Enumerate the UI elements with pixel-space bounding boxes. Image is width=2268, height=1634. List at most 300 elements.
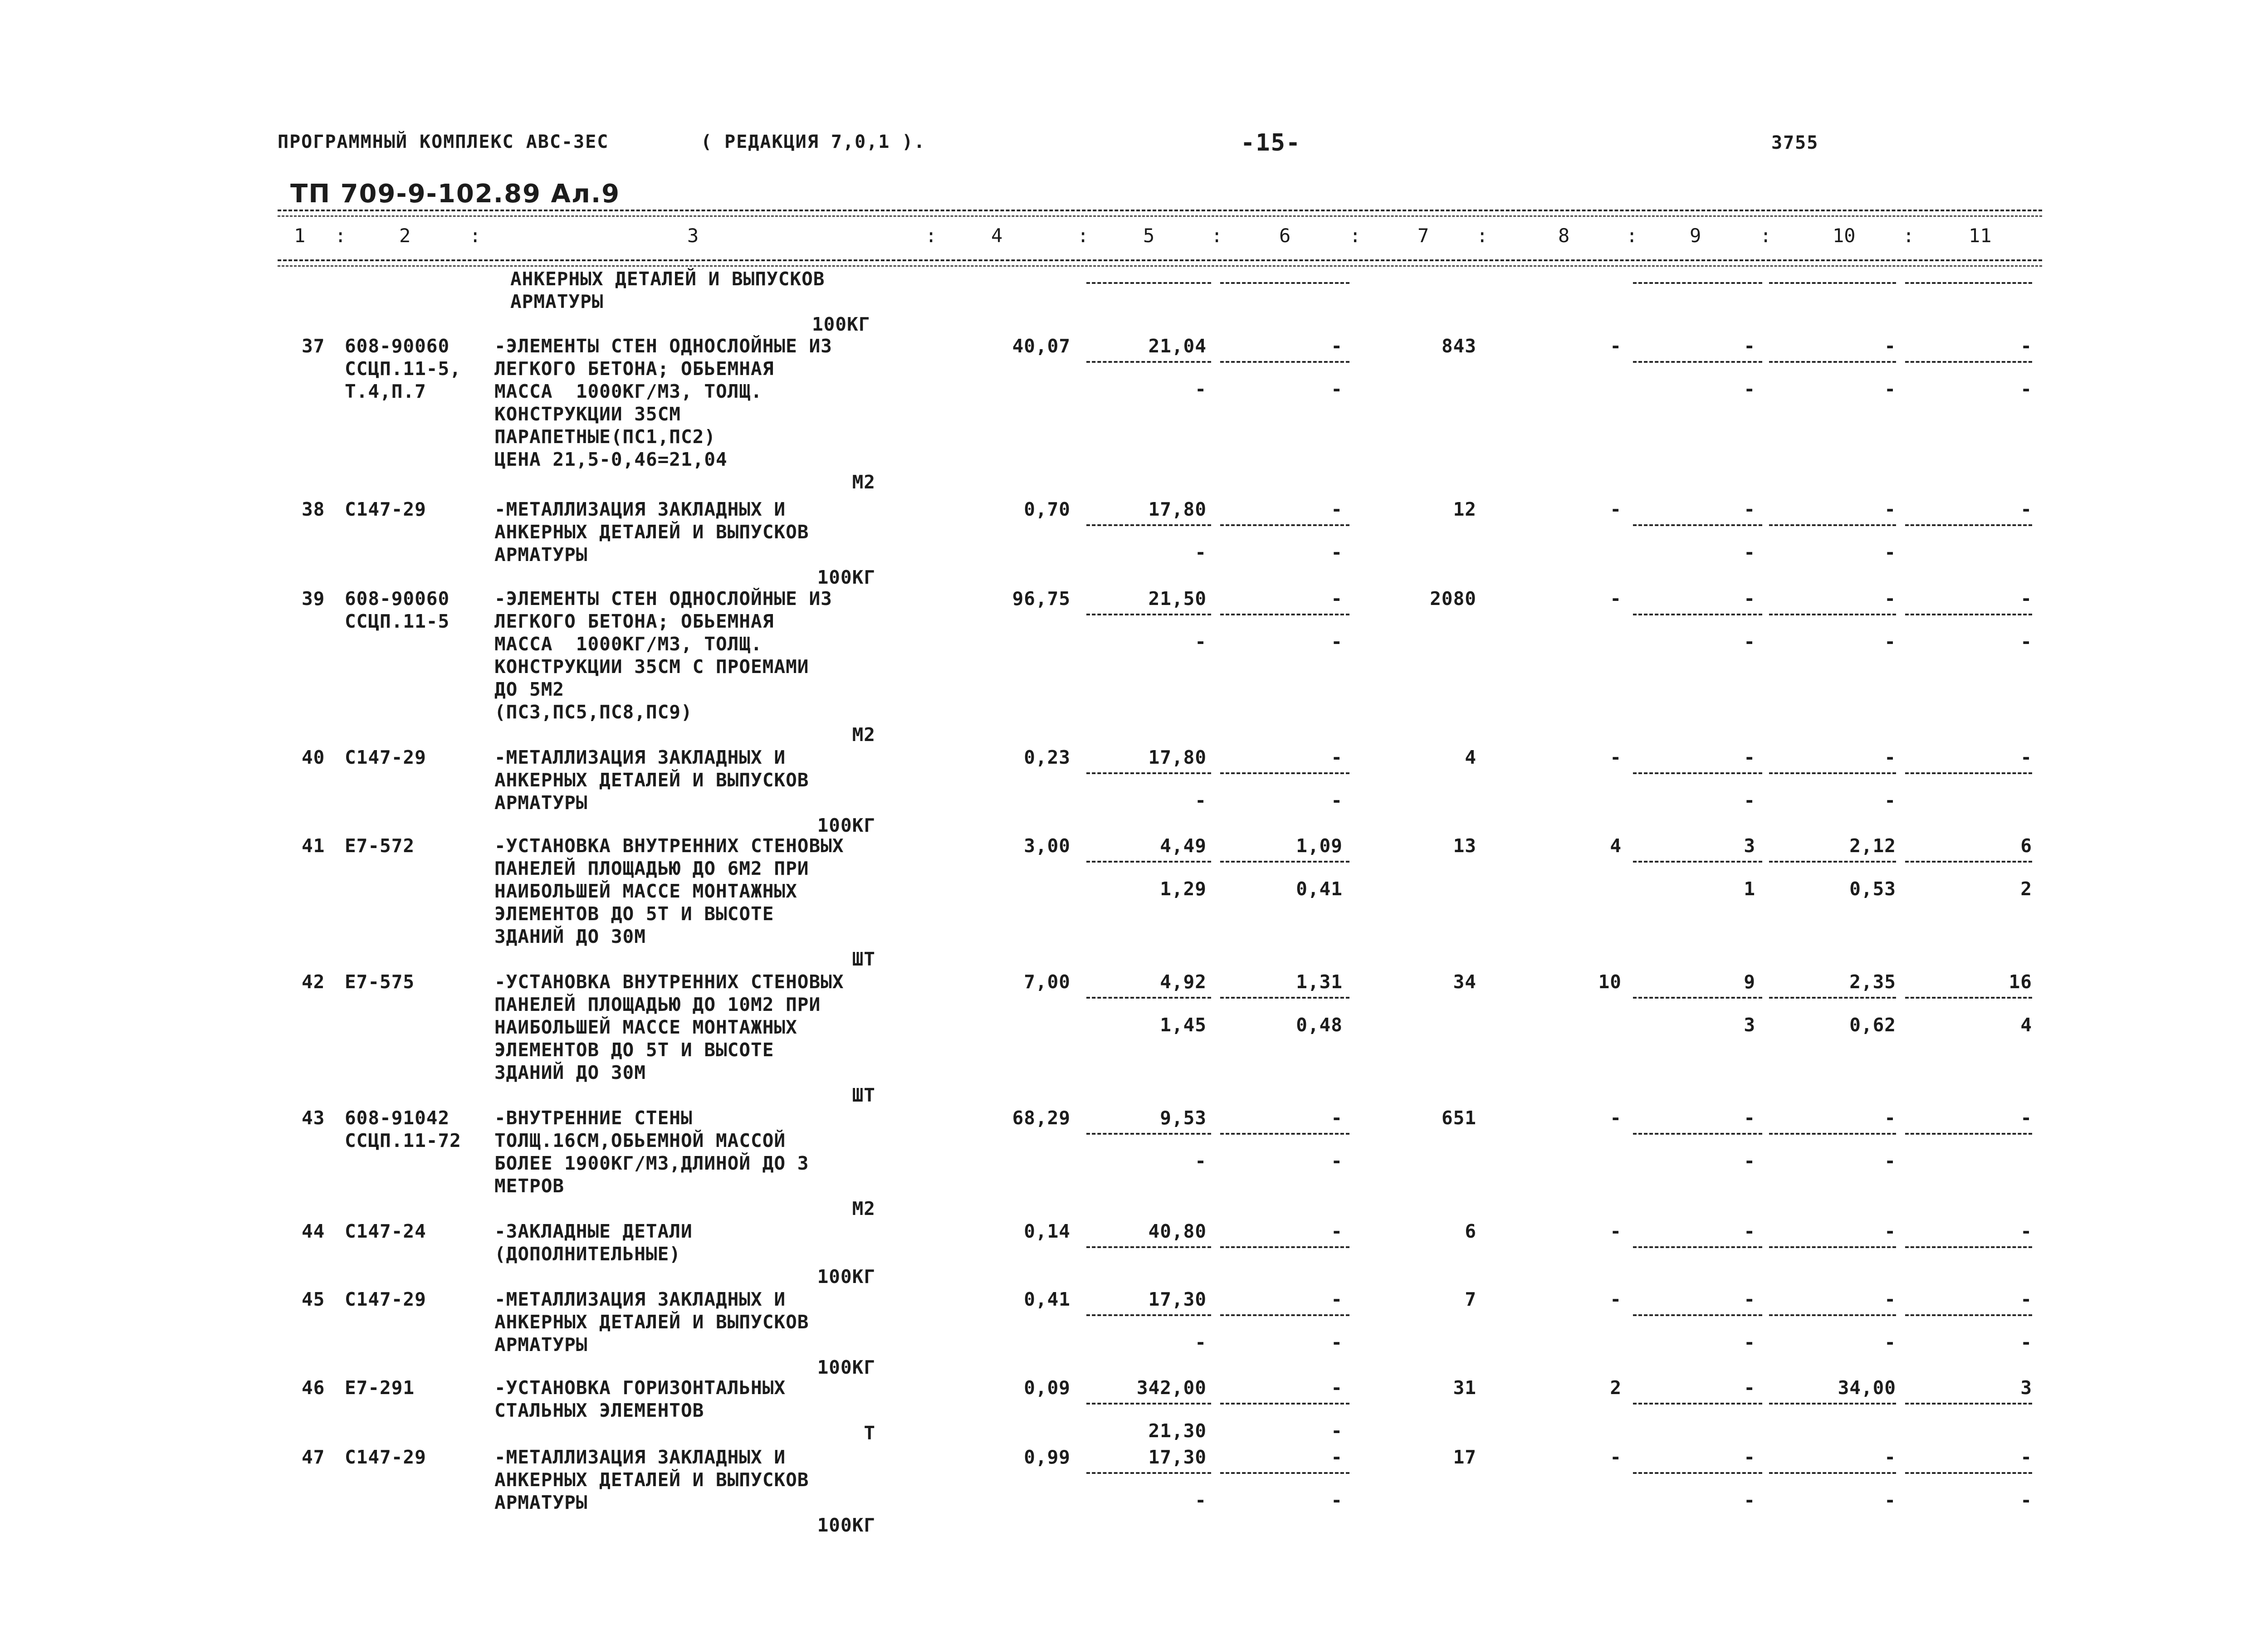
- cell-c9: -: [1744, 1288, 1755, 1310]
- row-description: ПАНЕЛЕЙ ПЛОЩАДЬЮ ДО 10М2 ПРИ: [494, 994, 821, 1015]
- continued-unit: 100КГ: [812, 313, 870, 335]
- cell-c6b: -: [1331, 790, 1343, 811]
- cell-c6: -: [1331, 498, 1343, 520]
- cell-divider-rule: [1086, 997, 1211, 999]
- edition-label: ( РЕДАКЦИЯ 7,0,1 ).: [701, 132, 926, 152]
- cell-c10: -: [1884, 498, 1896, 520]
- row-description: АРМАТУРЫ: [494, 1492, 588, 1513]
- cell-divider-rule: [1633, 361, 1762, 363]
- cell-c5: 4,49: [1160, 835, 1207, 857]
- cell-c9: -: [1744, 1107, 1755, 1129]
- cell-divider-rule: [1086, 1314, 1211, 1316]
- cell-c9b: -: [1744, 1150, 1755, 1172]
- row-code: 608-90060: [345, 335, 450, 357]
- cell-c6: 1,09: [1296, 835, 1343, 857]
- cell-divider-rule: [1633, 1472, 1762, 1474]
- col-sep: :: [1476, 224, 1488, 247]
- cell-divider-rule: [1905, 1246, 2032, 1248]
- handwritten-reference: ТП 709-9-102.89 Ал.9: [290, 179, 621, 209]
- row-description: -ЗАКЛАДНЫЕ ДЕТАЛИ: [494, 1220, 693, 1242]
- cell-divider-rule: [1220, 1133, 1349, 1135]
- row-code: ССЦП.11-72: [345, 1130, 461, 1151]
- cell-divider-rule: [1769, 524, 1896, 526]
- row-description: ЛЕГКОГО БЕТОНА; ОБЬЕМНАЯ: [494, 610, 774, 632]
- row-number: 44: [302, 1220, 325, 1242]
- row-unit: М2: [852, 471, 875, 493]
- header-bottom-rule: [278, 259, 2042, 261]
- cell-divider-rule: [1633, 1246, 1762, 1248]
- cell-c11: -: [2020, 588, 2032, 610]
- cell-c9: -: [1744, 1446, 1755, 1468]
- cell-divider-rule: [1633, 861, 1762, 863]
- cell-c6: -: [1331, 1220, 1343, 1242]
- row-unit: 100КГ: [817, 1514, 875, 1536]
- row-unit: 100КГ: [817, 815, 875, 836]
- row-description: АНКЕРНЫХ ДЕТАЛЕЙ И ВЫПУСКОВ: [494, 769, 809, 791]
- cell-c4: 0,14: [1024, 1220, 1070, 1242]
- cell-c11: -: [2020, 1288, 2032, 1310]
- continued-line: АНКЕРНЫХ ДЕТАЛЕЙ И ВЫПУСКОВ: [510, 268, 825, 290]
- row-description: -ЭЛЕМЕНТЫ СТЕН ОДНОСЛОЙНЫЕ ИЗ: [494, 588, 832, 610]
- row-description: -МЕТАЛЛИЗАЦИЯ ЗАКЛАДНЫХ И: [494, 746, 786, 768]
- cell-c7: 13: [1453, 835, 1476, 857]
- cell-c5: 9,53: [1160, 1107, 1207, 1129]
- cell-c9: -: [1744, 1377, 1755, 1399]
- cell-c10b: 0,53: [1849, 878, 1896, 900]
- row-code: Е7-291: [345, 1377, 415, 1399]
- cell-c11b: 2: [2020, 878, 2032, 900]
- cell-divider-rule: [1220, 861, 1349, 863]
- cell-c9b: -: [1744, 631, 1755, 653]
- cell-c10: 2,35: [1849, 971, 1896, 993]
- cell-c10: 34,00: [1838, 1377, 1896, 1399]
- row-description: КОНСТРУКЦИИ 35СМ: [494, 403, 681, 425]
- row-description: МАССА 1000КГ/М3, ТОЛЩ.: [494, 633, 763, 655]
- cell-c7: 6: [1465, 1220, 1476, 1242]
- cell-c8: -: [1610, 1446, 1622, 1468]
- cell-divider-rule: [1086, 1133, 1211, 1135]
- cell-c9: -: [1744, 1220, 1755, 1242]
- cell-c10b: 0,62: [1849, 1014, 1896, 1036]
- cell-c5: 4,92: [1160, 971, 1207, 993]
- cell-c8: 2: [1610, 1377, 1622, 1399]
- cell-c11: -: [2020, 498, 2032, 520]
- cell-c10: -: [1884, 1220, 1896, 1242]
- cell-divider-rule: [1769, 1403, 1896, 1405]
- col-sep: :: [469, 224, 481, 247]
- cell-divider-rule: [1633, 997, 1762, 999]
- cell-c6: -: [1331, 1446, 1343, 1468]
- cell-c7: 17: [1453, 1446, 1476, 1468]
- row-number: 47: [302, 1446, 325, 1468]
- cell-c5b: -: [1195, 541, 1207, 563]
- col-8-header: 8: [1558, 224, 1570, 247]
- cell-divider-rule: [1905, 1403, 2032, 1405]
- row-description: АРМАТУРЫ: [494, 544, 588, 566]
- cell-c11: 16: [2009, 971, 2032, 993]
- cell-c8: 4: [1610, 835, 1622, 857]
- cell-divider-rule: [1905, 997, 2032, 999]
- cell-divider-rule: [1633, 614, 1762, 615]
- cell-c5: 342,00: [1136, 1377, 1207, 1399]
- row-description: МЕТРОВ: [494, 1175, 565, 1197]
- cell-c9b: 1: [1744, 878, 1755, 900]
- col-3-header: 3: [687, 224, 699, 247]
- cell-c10b: -: [1884, 1489, 1896, 1511]
- row-unit: Т: [864, 1422, 875, 1444]
- cell-c4: 0,99: [1024, 1446, 1070, 1468]
- cell-c4: 96,75: [1012, 588, 1070, 610]
- row-number: 42: [302, 971, 325, 993]
- col-7-header: 7: [1418, 224, 1429, 247]
- cell-c6: -: [1331, 1377, 1343, 1399]
- cell-c9b: -: [1744, 378, 1755, 400]
- row-unit: 100КГ: [817, 566, 875, 588]
- header-top-rule: [278, 210, 2042, 211]
- header-bottom-rule-2: [278, 265, 2042, 267]
- row-number: 46: [302, 1377, 325, 1399]
- cell-c9: -: [1744, 588, 1755, 610]
- continued-line: АРМАТУРЫ: [510, 291, 604, 312]
- cell-divider-rule: [1769, 614, 1896, 615]
- cell-c6b: 0,41: [1296, 878, 1343, 900]
- cell-divider-rule: [1905, 282, 2032, 284]
- cell-c5b: -: [1195, 1332, 1207, 1353]
- row-description: НАИБОЛЬШЕЙ МАССЕ МОНТАЖНЫХ: [494, 1016, 797, 1038]
- cell-divider-rule: [1769, 282, 1896, 284]
- cell-c7: 7: [1465, 1288, 1476, 1310]
- cell-c6: -: [1331, 335, 1343, 357]
- cell-c5: 40,80: [1148, 1220, 1207, 1242]
- cell-c9b: -: [1744, 790, 1755, 811]
- row-number: 43: [302, 1107, 325, 1129]
- cell-c7: 12: [1453, 498, 1476, 520]
- row-number: 40: [302, 746, 325, 768]
- cell-c6b: -: [1331, 1489, 1343, 1511]
- col-4-header: 4: [991, 224, 1003, 247]
- cell-c5b: 21,30: [1148, 1420, 1207, 1442]
- row-description: -МЕТАЛЛИЗАЦИЯ ЗАКЛАДНЫХ И: [494, 1288, 786, 1310]
- row-code: Е7-575: [345, 971, 415, 993]
- cell-divider-rule: [1633, 1403, 1762, 1405]
- cell-divider-rule: [1905, 524, 2032, 526]
- row-code: 608-90060: [345, 588, 450, 610]
- cell-divider-rule: [1086, 524, 1211, 526]
- cell-c6: 1,31: [1296, 971, 1343, 993]
- cell-c11b: -: [2020, 1332, 2032, 1353]
- cell-c10: -: [1884, 588, 1896, 610]
- cell-divider-rule: [1220, 614, 1349, 615]
- cell-divider-rule: [1905, 361, 2032, 363]
- row-description: ДО 5М2: [494, 678, 565, 700]
- cell-c5: 17,30: [1148, 1288, 1207, 1310]
- row-description: МАССА 1000КГ/М3, ТОЛЩ.: [494, 380, 763, 402]
- row-code: С147-29: [345, 498, 426, 520]
- cell-c11b: -: [2020, 378, 2032, 400]
- cell-c8: -: [1610, 746, 1622, 768]
- cell-c5: 21,04: [1148, 335, 1207, 357]
- cell-c7: 31: [1453, 1377, 1476, 1399]
- row-code: 608-91042: [345, 1107, 450, 1129]
- cell-c9b: -: [1744, 1332, 1755, 1353]
- cell-c11: 6: [2020, 835, 2032, 857]
- row-description: -ВНУТРЕННИЕ СТЕНЫ: [494, 1107, 693, 1129]
- cell-c5b: -: [1195, 1489, 1207, 1511]
- col-1-header: 1: [294, 224, 306, 247]
- cell-c4: 68,29: [1012, 1107, 1070, 1129]
- cell-divider-rule: [1086, 861, 1211, 863]
- cell-c11: -: [2020, 1107, 2032, 1129]
- row-description: (ПС3,ПС5,ПС8,ПС9): [494, 701, 693, 723]
- cell-c11: -: [2020, 1220, 2032, 1242]
- row-description: ЦЕНА 21,5-0,46=21,04: [494, 449, 728, 470]
- row-unit: ШТ: [852, 948, 875, 970]
- row-description: БОЛЕЕ 1900КГ/М3,ДЛИНОЙ ДО 3: [494, 1152, 809, 1174]
- row-code: С147-24: [345, 1220, 426, 1242]
- cell-c7: 651: [1441, 1107, 1476, 1129]
- cell-c9b: -: [1744, 1489, 1755, 1511]
- col-sep: :: [925, 224, 937, 247]
- program-title: ПРОГРАММНЫЙ КОМПЛЕКС АВС-3ЕС: [278, 132, 609, 152]
- cell-divider-rule: [1905, 1314, 2032, 1316]
- row-number: 37: [302, 335, 325, 357]
- cell-divider-rule: [1086, 1472, 1211, 1474]
- cell-c11b: 4: [2020, 1014, 2032, 1036]
- col-sep: :: [1626, 224, 1638, 247]
- col-2-header: 2: [399, 224, 411, 247]
- row-code: С147-29: [345, 746, 426, 768]
- cell-c5b: -: [1195, 1150, 1207, 1172]
- row-unit: ШТ: [852, 1084, 875, 1106]
- cell-divider-rule: [1220, 1472, 1349, 1474]
- cell-c6b: 0,48: [1296, 1014, 1343, 1036]
- row-description: СТАЛЬНЫХ ЭЛЕМЕНТОВ: [494, 1400, 704, 1421]
- cell-c4: 0,41: [1024, 1288, 1070, 1310]
- row-unit: М2: [852, 724, 875, 746]
- cell-divider-rule: [1086, 1403, 1211, 1405]
- row-description: ПАРАПЕТНЫЕ(ПС1,ПС2): [494, 426, 716, 448]
- cell-c7: 843: [1441, 335, 1476, 357]
- cell-c9: -: [1744, 498, 1755, 520]
- cell-c5: 21,50: [1148, 588, 1207, 610]
- cell-divider-rule: [1769, 861, 1896, 863]
- cell-c11: -: [2020, 746, 2032, 768]
- cell-c4: 40,07: [1012, 335, 1070, 357]
- cell-divider-rule: [1220, 1314, 1349, 1316]
- cell-c11: 3: [2020, 1377, 2032, 1399]
- cell-divider-rule: [1086, 361, 1211, 363]
- col-6-header: 6: [1279, 224, 1291, 247]
- cell-c8: -: [1610, 1288, 1622, 1310]
- cell-c5b: -: [1195, 790, 1207, 811]
- cell-c5b: -: [1195, 378, 1207, 400]
- cell-divider-rule: [1769, 1246, 1896, 1248]
- document-number: 3755: [1771, 132, 1819, 153]
- row-description: АНКЕРНЫХ ДЕТАЛЕЙ И ВЫПУСКОВ: [494, 1469, 809, 1491]
- row-description: АНКЕРНЫХ ДЕТАЛЕЙ И ВЫПУСКОВ: [494, 521, 809, 543]
- cell-divider-rule: [1220, 1403, 1349, 1405]
- cell-c9: -: [1744, 746, 1755, 768]
- cell-c5: 17,30: [1148, 1446, 1207, 1468]
- col-5-header: 5: [1143, 224, 1155, 247]
- row-code: С147-29: [345, 1288, 426, 1310]
- row-number: 39: [302, 588, 325, 610]
- cell-divider-rule: [1220, 772, 1349, 774]
- cell-divider-rule: [1769, 361, 1896, 363]
- row-description: -УСТАНОВКА ВНУТРЕННИХ СТЕНОВЫХ: [494, 971, 844, 993]
- row-unit: 100КГ: [817, 1266, 875, 1288]
- cell-c10: 2,12: [1849, 835, 1896, 857]
- cell-divider-rule: [1220, 361, 1349, 363]
- cell-c6: -: [1331, 588, 1343, 610]
- cell-c7: 2080: [1430, 588, 1476, 610]
- col-sep: :: [1760, 224, 1772, 247]
- cell-c9: -: [1744, 335, 1755, 357]
- row-description: (ДОПОЛНИТЕЛЬНЫЕ): [494, 1243, 681, 1265]
- cell-divider-rule: [1769, 997, 1896, 999]
- cell-divider-rule: [1905, 1472, 2032, 1474]
- cell-c10b: -: [1884, 378, 1896, 400]
- header-top-rule-2: [278, 215, 2042, 217]
- cell-divider-rule: [1769, 1133, 1896, 1135]
- cell-c8: -: [1610, 1107, 1622, 1129]
- cell-c11: -: [2020, 335, 2032, 357]
- cell-c11b: -: [2020, 631, 2032, 653]
- cell-c9b: 3: [1744, 1014, 1755, 1036]
- col-sep: :: [1349, 224, 1361, 247]
- cell-c5b: 1,29: [1160, 878, 1207, 900]
- row-code: ССЦП.11-5: [345, 610, 450, 632]
- row-description: АРМАТУРЫ: [494, 1334, 588, 1356]
- row-description: ЗДАНИЙ ДО 30М: [494, 1062, 646, 1083]
- row-description: НАИБОЛЬШЕЙ МАССЕ МОНТАЖНЫХ: [494, 880, 797, 902]
- cell-c10b: -: [1884, 541, 1896, 563]
- cell-divider-rule: [1769, 772, 1896, 774]
- cell-divider-rule: [1769, 1314, 1896, 1316]
- cell-c10: -: [1884, 1446, 1896, 1468]
- row-number: 45: [302, 1288, 325, 1310]
- cell-c10b: -: [1884, 631, 1896, 653]
- cell-divider-rule: [1086, 1246, 1211, 1248]
- row-description: ЭЛЕМЕНТОВ ДО 5Т И ВЫСОТЕ: [494, 903, 774, 925]
- cell-c6b: -: [1331, 631, 1343, 653]
- cell-c10b: -: [1884, 790, 1896, 811]
- cell-c8: -: [1610, 1220, 1622, 1242]
- col-10-header: 10: [1833, 224, 1856, 247]
- cell-c10: -: [1884, 1107, 1896, 1129]
- cell-divider-rule: [1220, 282, 1349, 284]
- cell-c8: -: [1610, 588, 1622, 610]
- row-description: ЛЕГКОГО БЕТОНА; ОБЬЕМНАЯ: [494, 358, 774, 380]
- row-description: -УСТАНОВКА ГОРИЗОНТАЛЬНЫХ: [494, 1377, 786, 1399]
- row-description: АРМАТУРЫ: [494, 792, 588, 814]
- cell-c11b: -: [2020, 1489, 2032, 1511]
- col-sep: :: [1903, 224, 1915, 247]
- cell-c9b: -: [1744, 541, 1755, 563]
- col-9-header: 9: [1690, 224, 1701, 247]
- cell-c5b: -: [1195, 631, 1207, 653]
- cell-divider-rule: [1086, 614, 1211, 615]
- col-11-header: 11: [1969, 224, 1992, 247]
- cell-c4: 0,23: [1024, 746, 1070, 768]
- row-code: С147-29: [345, 1446, 426, 1468]
- cell-c5: 17,80: [1148, 498, 1207, 520]
- row-description: -УСТАНОВКА ВНУТРЕННИХ СТЕНОВЫХ: [494, 835, 844, 857]
- cell-c5: 17,80: [1148, 746, 1207, 768]
- cell-c6b: -: [1331, 1420, 1343, 1442]
- cell-c6b: -: [1331, 1150, 1343, 1172]
- cell-c10b: -: [1884, 1150, 1896, 1172]
- cell-divider-rule: [1633, 282, 1762, 284]
- cell-c10: -: [1884, 746, 1896, 768]
- cell-divider-rule: [1220, 997, 1349, 999]
- cell-c10b: -: [1884, 1332, 1896, 1353]
- cell-c4: 0,09: [1024, 1377, 1070, 1399]
- row-description: ЗДАНИЙ ДО 30М: [494, 926, 646, 947]
- cell-c4: 7,00: [1024, 971, 1070, 993]
- cell-divider-rule: [1220, 1246, 1349, 1248]
- row-number: 38: [302, 498, 325, 520]
- cell-divider-rule: [1086, 772, 1211, 774]
- cell-c7: 34: [1453, 971, 1476, 993]
- row-description: ТОЛЩ.16СМ,ОБЬЕМНОЙ МАССОЙ: [494, 1130, 786, 1151]
- cell-c7: 4: [1465, 746, 1476, 768]
- cell-c6: -: [1331, 746, 1343, 768]
- cell-c4: 0,70: [1024, 498, 1070, 520]
- cell-divider-rule: [1905, 772, 2032, 774]
- cell-divider-rule: [1633, 1133, 1762, 1135]
- col-sep: :: [1211, 224, 1223, 247]
- cell-c6: -: [1331, 1288, 1343, 1310]
- row-description: -МЕТАЛЛИЗАЦИЯ ЗАКЛАДНЫХ И: [494, 1446, 786, 1468]
- cell-divider-rule: [1769, 1472, 1896, 1474]
- row-code: Е7-572: [345, 835, 415, 857]
- row-description: АНКЕРНЫХ ДЕТАЛЕЙ И ВЫПУСКОВ: [494, 1311, 809, 1333]
- cell-c11: -: [2020, 1446, 2032, 1468]
- cell-c9: 9: [1744, 971, 1755, 993]
- cell-divider-rule: [1633, 772, 1762, 774]
- row-description: ПАНЕЛЕЙ ПЛОЩАДЬЮ ДО 6М2 ПРИ: [494, 858, 809, 879]
- row-description: -ЭЛЕМЕНТЫ СТЕН ОДНОСЛОЙНЫЕ ИЗ: [494, 335, 832, 357]
- row-description: ЭЛЕМЕНТОВ ДО 5Т И ВЫСОТЕ: [494, 1039, 774, 1061]
- row-number: 41: [302, 835, 325, 857]
- col-sep: :: [335, 224, 347, 247]
- col-sep: :: [1077, 224, 1089, 247]
- row-code: ССЦП.11-5,: [345, 358, 461, 380]
- cell-c8: -: [1610, 335, 1622, 357]
- cell-c10: -: [1884, 335, 1896, 357]
- row-unit: М2: [852, 1198, 875, 1219]
- cell-divider-rule: [1633, 1314, 1762, 1316]
- cell-divider-rule: [1220, 524, 1349, 526]
- row-description: -МЕТАЛЛИЗАЦИЯ ЗАКЛАДНЫХ И: [494, 498, 786, 520]
- cell-divider-rule: [1905, 861, 2032, 863]
- cell-c6b: -: [1331, 541, 1343, 563]
- row-unit: 100КГ: [817, 1356, 875, 1378]
- row-code: Т.4,П.7: [345, 380, 426, 402]
- cell-c6b: -: [1331, 1332, 1343, 1353]
- cell-divider-rule: [1905, 1133, 2032, 1135]
- cell-divider-rule: [1905, 614, 2032, 615]
- cell-divider-rule: [1086, 282, 1211, 284]
- page-number: -15-: [1241, 129, 1301, 156]
- cell-divider-rule: [1633, 524, 1762, 526]
- cell-c10: -: [1884, 1288, 1896, 1310]
- cell-c9: 3: [1744, 835, 1755, 857]
- cell-c4: 3,00: [1024, 835, 1070, 857]
- cell-c8: 10: [1598, 971, 1622, 993]
- cell-c6b: -: [1331, 378, 1343, 400]
